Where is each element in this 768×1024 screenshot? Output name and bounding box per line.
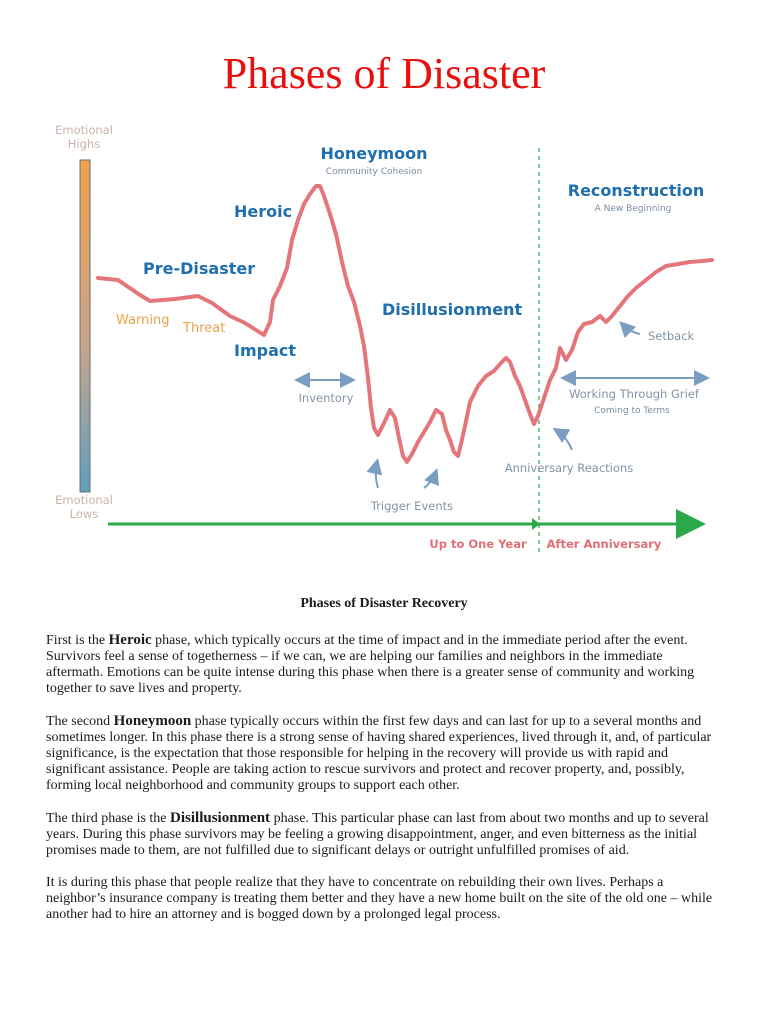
paragraph-disillusionment: The third phase is the Disillusionment phase. This particular phase can last from about two months and up to several years. During this phase survivors may be feeling a growing disappointment, anger, and even bitterness as the initial promises made to them, are not fulfilled due to significant delays or outright unfulfilled promises of aid. <box>46 810 709 858</box>
paragraph-heroic: First is the Heroic phase, which typically occurs at the time of impact and in the immediate period after the event. Survivors feel a sense of togetherness – if we can, we are helping our families and neighbors in the immediate aftermath. Emotions can be quite intense during this phase when there is a greater sense of community and working together to save lives and property. <box>46 632 695 696</box>
paragraph-honeymoon: The second Honeymoon phase typically occurs within the first few days and can last for up to a several months and sometimes longer. In this phase there is a strong sense of having shared experiences, lived through it, and, of particular significance, is the expectation that those responsible for helping in the recovery will provide us with rapid and significant assistance. People are taking action to rescue survivors and protect and recover property, and, possibly, forming local neighborhood and community groups to support each other. <box>46 713 712 793</box>
trigger-arrow-right <box>424 472 436 488</box>
label-coming-to-terms: Coming to Terms <box>594 406 670 416</box>
anniversary-arrow <box>556 430 572 450</box>
phase-label-heroic: Heroic <box>234 202 293 221</box>
setback-arrow <box>622 324 640 334</box>
label-inventory: Inventory <box>298 391 354 405</box>
phases-diagram <box>0 110 768 570</box>
phase-label-impact: Impact <box>234 341 297 360</box>
label-threat: Threat <box>183 321 226 336</box>
document-body <box>46 596 722 939</box>
trigger-arrow-left <box>376 462 378 488</box>
label-anniversary-reactions: Anniversary Reactions <box>504 461 634 475</box>
phase-label-reconstruction: Reconstruction <box>567 181 705 200</box>
axis-label-lows: Emotional Lows <box>55 493 113 521</box>
paragraph-rebuilding: It is during this phase that people realize that they have to concentrate on rebuilding their own lives. Perhaps a neighbor’s insurance company is treating them better and they have a new home built on the site of the old one – while another had to hire an attorney and is bogged down by a prolonged legal process. <box>46 875 713 922</box>
label-setback: Setback <box>648 329 695 343</box>
phase-label-honeymoon: Honeymoon <box>320 144 428 163</box>
label-up-to-one-year: Up to One Year <box>429 537 527 551</box>
phase-sub-reconstruction: A New Beginning <box>594 204 672 214</box>
phase-label-pre-disaster: Pre-Disaster <box>143 259 256 278</box>
label-warning: Warning <box>116 313 170 328</box>
label-trigger-events: Trigger Events <box>370 499 454 513</box>
page-title: Phases of Disaster <box>222 49 546 98</box>
axis-label-highs: Emotional Highs <box>55 123 113 151</box>
label-working-through-grief: Working Through Grief <box>569 387 699 401</box>
label-after-anniversary: After Anniversary <box>546 537 662 551</box>
doc-heading: Phases of Disaster Recovery <box>300 596 468 611</box>
phase-sub-honeymoon: Community Cohesion <box>325 167 423 177</box>
emotional-scale-bar <box>80 160 90 492</box>
phase-label-disillusionment: Disillusionment <box>382 300 523 319</box>
